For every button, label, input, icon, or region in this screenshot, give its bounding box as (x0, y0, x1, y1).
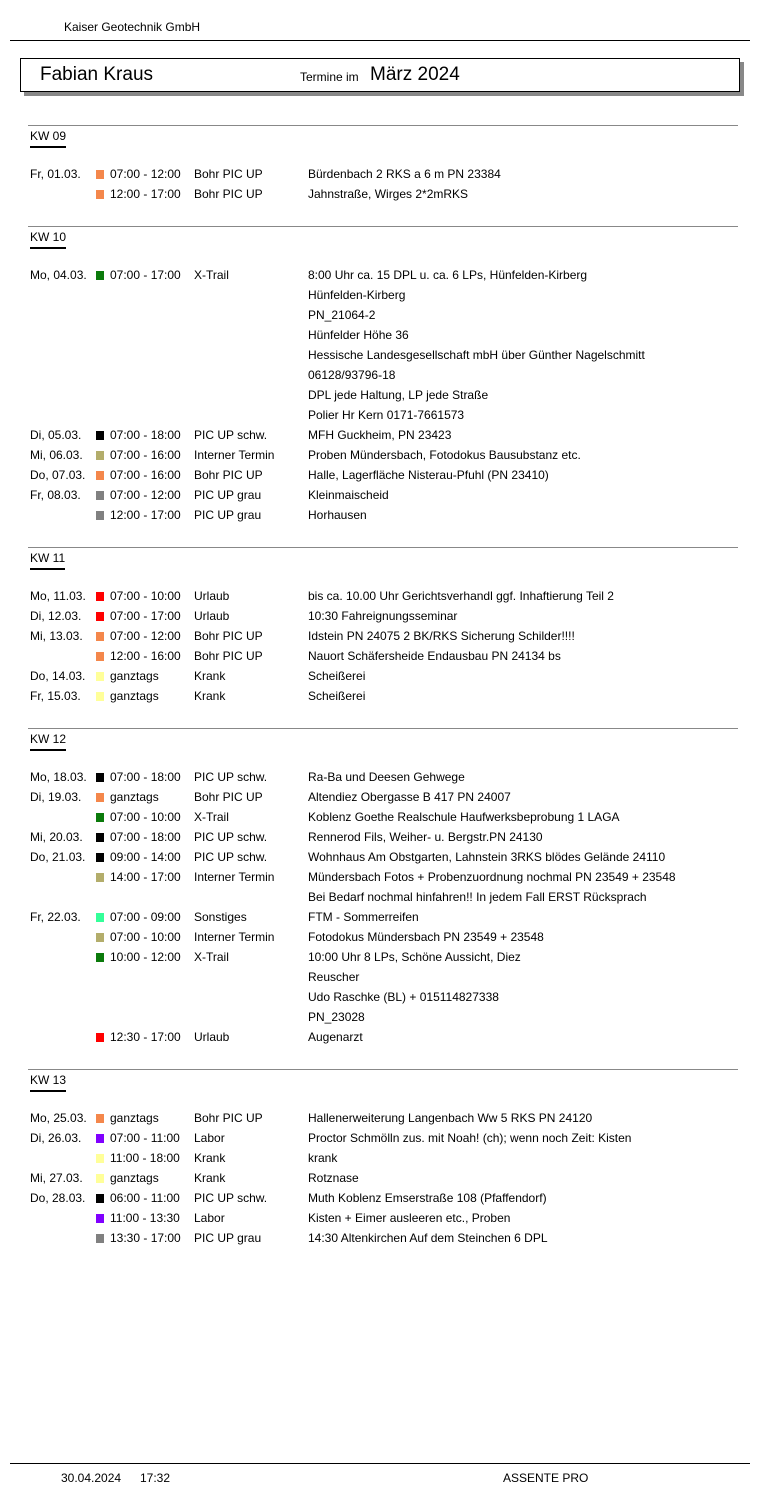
category: Krank (194, 1151, 226, 1165)
category: Bohr PIC UP (194, 629, 263, 643)
category: PIC UP schw. (194, 830, 268, 844)
day-date: Do, 28.03. (30, 1191, 86, 1205)
day-date: Mi, 13.03. (30, 629, 83, 643)
description: Wohnhaus Am Obstgarten, Lahnstein 3RKS blödes Gelände 24110 (308, 850, 666, 864)
category: Krank (194, 669, 226, 683)
appointment-row (28, 987, 738, 1007)
app-name: ASSENTE PRO (503, 1471, 589, 1485)
description: bis ca. 10.00 Uhr Gerichtsverhandl ggf. Inhaftierung Teil 2 (308, 589, 614, 603)
appointment-row (28, 265, 738, 285)
category: X-Trail (194, 268, 229, 282)
print-time: 17:32 (140, 1471, 171, 1485)
description: Hünfelden-Kirberg (308, 288, 406, 302)
print-date: 30.04.2024 (61, 1471, 122, 1485)
category-color-swatch (96, 190, 104, 199)
description: Udo Raschke (BL) + 015114827338 (308, 990, 499, 1004)
description: Scheißerei (308, 689, 366, 703)
category-color-swatch (96, 471, 104, 480)
time-range: 07:00 - 12:00 (110, 167, 181, 181)
time-range: 07:00 - 17:00 (110, 609, 181, 623)
appointment-row (28, 1108, 738, 1128)
time-range: 07:00 - 18:00 (110, 770, 181, 784)
description: Proctor Schmölln zus. mit Noah! (ch); wenn noch Zeit: Kisten (308, 1131, 632, 1145)
time-range: 12:00 - 17:00 (110, 508, 181, 522)
day-date: Mi, 20.03. (30, 830, 83, 844)
appointment-row (28, 285, 738, 305)
category: Bohr PIC UP (194, 1111, 263, 1125)
category-color-swatch (96, 271, 104, 280)
category-color-swatch (96, 1114, 104, 1123)
appointment-row (28, 365, 738, 385)
day-date: Di, 05.03. (30, 428, 82, 442)
category-color-swatch (96, 813, 104, 822)
appointment-row (28, 465, 738, 485)
category: PIC UP schw. (194, 770, 268, 784)
description: Rennerod Fils, Weiher- u. Bergstr.PN 24130 (308, 830, 543, 844)
category-color-swatch (96, 170, 104, 179)
appointment-row (28, 907, 738, 927)
week-list (28, 125, 738, 1270)
category-color-swatch (96, 1174, 104, 1183)
description: PN_23028 (308, 1010, 365, 1024)
category: Krank (194, 689, 226, 703)
time-range: 07:00 - 10:00 (110, 589, 181, 603)
description: Bürdenbach 2 RKS a 6 m PN 23384 (308, 167, 501, 181)
time-range: 07:00 - 09:00 (110, 910, 181, 924)
day-date: Do, 14.03. (30, 669, 86, 683)
day-date: Mo, 11.03. (30, 589, 86, 603)
category: Labor (194, 1131, 225, 1145)
appointment-row (28, 887, 738, 907)
week-section (28, 226, 738, 547)
time-range: 07:00 - 10:00 (110, 810, 181, 824)
time-range: 07:00 - 17:00 (110, 268, 181, 282)
description: Augenarzt (308, 1030, 363, 1044)
description: Altendiez Obergasse B 417 PN 24007 (308, 790, 511, 804)
company-name: Kaiser Geotechnik GmbH (64, 20, 201, 34)
category-color-swatch (96, 1234, 104, 1243)
description: Mündersbach Fotos + Probenzuordnung nochmal PN 23549 + 23548 (308, 870, 676, 884)
category: Krank (194, 1171, 226, 1185)
description: Ra-Ba und Deesen Gehwege (308, 770, 465, 784)
appointment-row (28, 405, 738, 425)
category: Bohr PIC UP (194, 187, 263, 201)
category-color-swatch (96, 592, 104, 601)
category-color-swatch (96, 672, 104, 681)
category: PIC UP grau (194, 508, 262, 522)
description: Hessische Landesgesellschaft mbH über Günther Nagelschmitt (308, 348, 645, 362)
appointment-row (28, 184, 738, 204)
category-color-swatch (96, 933, 104, 942)
week-label: KW 12 (30, 729, 66, 751)
day-date: Fr, 22.03. (30, 910, 81, 924)
category-color-swatch (96, 1033, 104, 1042)
time-range: 07:00 - 18:00 (110, 830, 181, 844)
description: Idstein PN 24075 2 BK/RKS Sicherung Schilder!!!! (308, 629, 575, 643)
description: Kisten + Eimer ausleeren etc., Proben (308, 1211, 511, 1225)
category: PIC UP grau (194, 488, 262, 502)
description: 10:00 Uhr 8 LPs, Schöne Aussicht, Diez (308, 950, 521, 964)
category-color-swatch (96, 612, 104, 621)
appointment-row (28, 686, 738, 706)
time-range: ganztags (110, 1171, 159, 1185)
time-range: 14:00 - 17:00 (110, 870, 181, 884)
category: PIC UP schw. (194, 1191, 268, 1205)
entry-list (28, 586, 738, 706)
category-color-swatch (96, 873, 104, 882)
week-label: KW 13 (30, 1070, 66, 1092)
day-date: Di, 12.03. (30, 609, 82, 623)
appointment-row (28, 967, 738, 987)
category-color-swatch (96, 1154, 104, 1163)
description: Horhausen (308, 508, 367, 522)
appointment-row (28, 1148, 738, 1168)
day-date: Do, 07.03. (30, 468, 86, 482)
category: PIC UP schw. (194, 428, 268, 442)
category: Interner Termin (194, 870, 275, 884)
time-range: 07:00 - 10:00 (110, 930, 181, 944)
category-color-swatch (96, 491, 104, 500)
category-color-swatch (96, 431, 104, 440)
appointment-row (28, 947, 738, 967)
time-range: 06:00 - 11:00 (110, 1191, 180, 1205)
day-date: Do, 21.03. (30, 850, 86, 864)
description: PN_21064-2 (308, 308, 376, 322)
time-range: 07:00 - 12:00 (110, 629, 181, 643)
appointment-row (28, 485, 738, 505)
time-range: ganztags (110, 790, 159, 804)
appointment-row (28, 1188, 738, 1208)
entry-list (28, 265, 738, 525)
appointment-row (28, 325, 738, 345)
category: Urlaub (194, 609, 230, 623)
description: Polier Hr Kern 0171-7661573 (308, 408, 465, 422)
time-range: 11:00 - 13:30 (110, 1211, 180, 1225)
week-label: KW 11 (30, 548, 65, 570)
title-box (20, 58, 740, 92)
description: Rotznase (308, 1171, 359, 1185)
category-color-swatch (96, 793, 104, 802)
day-date: Di, 26.03. (30, 1131, 82, 1145)
category: X-Trail (194, 810, 229, 824)
description: Halle, Lagerfläche Nisterau-Pfuhl (PN 23410) (308, 468, 549, 482)
appointment-row (28, 586, 738, 606)
description: 14:30 Altenkirchen Auf dem Steinchen 6 DPL (308, 1231, 548, 1245)
day-date: Fr, 08.03. (30, 488, 81, 502)
appointment-row (28, 425, 738, 445)
week-section (28, 728, 738, 1069)
appointment-row (28, 1007, 738, 1027)
description: Jahnstraße, Wirges 2*2mRKS (308, 187, 469, 201)
week-section (28, 1069, 738, 1270)
week-label: KW 09 (30, 126, 66, 148)
person-name: Fabian Kraus (40, 64, 154, 85)
category-color-swatch (96, 853, 104, 862)
appointment-row (28, 1027, 738, 1047)
time-range: 09:00 - 14:00 (110, 850, 181, 864)
category: X-Trail (194, 950, 229, 964)
category-color-swatch (96, 511, 104, 520)
time-range: ganztags (110, 1111, 159, 1125)
time-range: 07:00 - 11:00 (110, 1131, 180, 1145)
footer-divider (10, 1463, 750, 1464)
time-range: ganztags (110, 669, 159, 683)
description: krank (308, 1151, 338, 1165)
description: MFH Guckheim, PN 23423 (308, 428, 452, 442)
appointment-row (28, 666, 738, 686)
day-date: Mi, 27.03. (30, 1171, 83, 1185)
category: Sonstiges (194, 910, 247, 924)
category-color-swatch (96, 1134, 104, 1143)
category: PIC UP schw. (194, 850, 268, 864)
description: Bei Bedarf nochmal hinfahren!! In jedem Fall ERST Rücksprach (308, 890, 647, 904)
entry-list (28, 164, 738, 204)
category: Urlaub (194, 589, 230, 603)
category: Urlaub (194, 1030, 230, 1044)
time-range: 10:00 - 12:00 (110, 950, 181, 964)
description: FTM - Sommerreifen (308, 910, 419, 924)
appointment-row (28, 164, 738, 184)
category-color-swatch (96, 632, 104, 641)
appointment-row (28, 827, 738, 847)
description: Hünfelder Höhe 36 (308, 328, 409, 342)
category-color-swatch (96, 451, 104, 460)
appointment-row (28, 807, 738, 827)
appointment-row (28, 1228, 738, 1248)
time-range: 13:30 - 17:00 (110, 1231, 181, 1245)
time-range: 11:00 - 18:00 (110, 1151, 180, 1165)
day-date: Di, 19.03. (30, 790, 82, 804)
category-color-swatch (96, 1194, 104, 1203)
time-range: ganztags (110, 689, 159, 703)
time-range: 07:00 - 12:00 (110, 488, 181, 502)
description: Scheißerei (308, 669, 366, 683)
entry-list (28, 767, 738, 1047)
appointment-row (28, 1208, 738, 1228)
category: Bohr PIC UP (194, 790, 263, 804)
category-color-swatch (96, 953, 104, 962)
appointment-row (28, 606, 738, 626)
appointment-row (28, 787, 738, 807)
day-date: Mo, 18.03. (30, 770, 87, 784)
category: Labor (194, 1211, 225, 1225)
appointment-row (28, 505, 738, 525)
month-label: Termine im (300, 70, 359, 84)
category: Interner Termin (194, 448, 275, 462)
appointment-row (28, 305, 738, 325)
category: Bohr PIC UP (194, 167, 263, 181)
category-color-swatch (96, 692, 104, 701)
appointment-row (28, 1168, 738, 1188)
header-divider (10, 40, 750, 41)
category-color-swatch (96, 652, 104, 661)
time-range: 07:00 - 18:00 (110, 428, 181, 442)
appointment-row (28, 445, 738, 465)
description: 8:00 Uhr ca. 15 DPL u. ca. 6 LPs, Hünfelden-Kirberg (308, 268, 588, 282)
time-range: 12:30 - 17:00 (110, 1030, 181, 1044)
description: Reuscher (308, 970, 360, 984)
category-color-swatch (96, 1214, 104, 1223)
description: 10:30 Fahreignungsseminar (308, 609, 458, 623)
description: Koblenz Goethe Realschule Haufwerksbeprobung 1 LAGA (308, 810, 620, 824)
time-range: 12:00 - 17:00 (110, 187, 181, 201)
day-date: Mi, 06.03. (30, 448, 83, 462)
category-color-swatch (96, 833, 104, 842)
appointment-row (28, 927, 738, 947)
day-date: Mo, 25.03. (30, 1111, 87, 1125)
category: PIC UP grau (194, 1231, 262, 1245)
month-title: März 2024 (370, 64, 460, 85)
week-label: KW 10 (30, 227, 66, 249)
day-date: Fr, 15.03. (30, 689, 81, 703)
appointment-row (28, 847, 738, 867)
appointment-row (28, 646, 738, 666)
description: Kleinmaischeid (308, 488, 389, 502)
week-section (28, 125, 738, 226)
entry-list (28, 1108, 738, 1248)
category: Bohr PIC UP (194, 468, 263, 482)
appointment-row (28, 626, 738, 646)
description: 06128/93796-18 (308, 368, 396, 382)
appointment-row (28, 867, 738, 887)
day-date: Fr, 01.03. (30, 167, 81, 181)
category: Interner Termin (194, 930, 275, 944)
appointment-row (28, 385, 738, 405)
category-color-swatch (96, 773, 104, 782)
week-section (28, 547, 738, 728)
category-color-swatch (96, 913, 104, 922)
appointment-row (28, 1128, 738, 1148)
description: Nauort Schäfersheide Endausbau PN 24134 bs (308, 649, 561, 663)
description: Muth Koblenz Emserstraße 108 (Pfaffendorf) (308, 1191, 547, 1205)
day-date: Mo, 04.03. (30, 268, 87, 282)
appointment-row (28, 767, 738, 787)
description: Proben Mündersbach, Fotodokus Bausubstanz etc. (308, 448, 581, 462)
time-range: 07:00 - 16:00 (110, 468, 181, 482)
description: Hallenerweiterung Langenbach Ww 5 RKS PN 24120 (308, 1111, 593, 1125)
description: DPL jede Haltung, LP jede Straße (308, 388, 489, 402)
category: Bohr PIC UP (194, 649, 263, 663)
description: Fotodokus Mündersbach PN 23549 + 23548 (308, 930, 544, 944)
time-range: 12:00 - 16:00 (110, 649, 181, 663)
appointment-row (28, 345, 738, 365)
time-range: 07:00 - 16:00 (110, 448, 181, 462)
